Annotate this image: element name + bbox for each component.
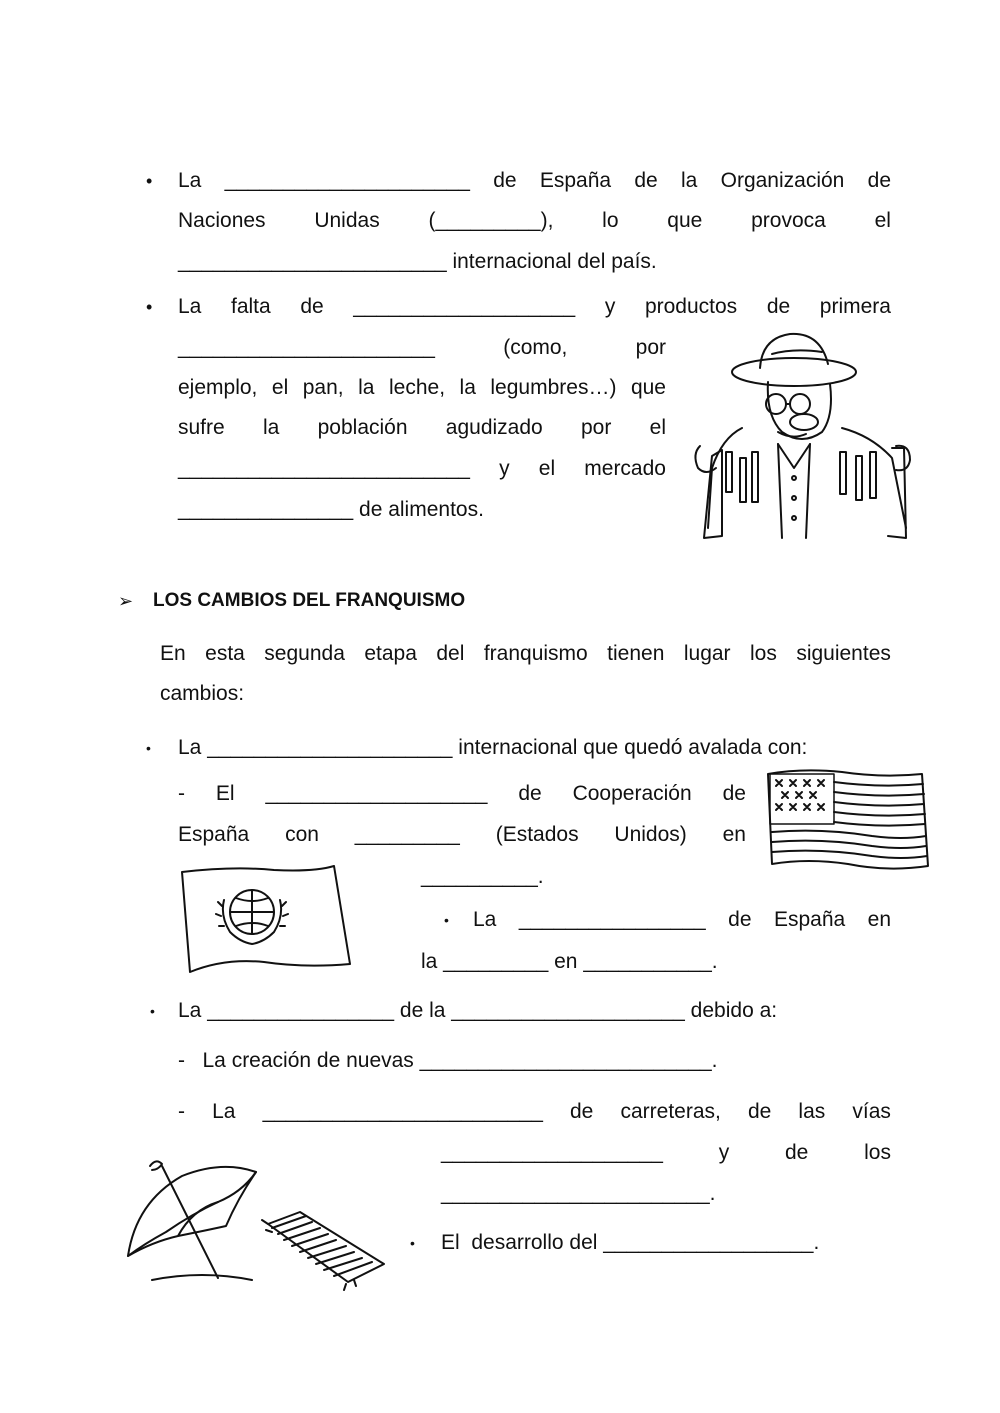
word: la	[459, 376, 476, 399]
blank-word: _________	[354, 823, 460, 846]
paragraph-line: - La creación de nuevas _________________________.	[178, 1049, 718, 1072]
word: población	[317, 416, 408, 439]
usa-flag-icon	[762, 766, 932, 878]
word: La	[178, 169, 202, 192]
word: la	[680, 169, 698, 192]
word: Cooperación	[572, 782, 692, 805]
word: productos	[644, 295, 738, 318]
word: sufre	[178, 416, 225, 439]
word: leche,	[388, 376, 446, 399]
word: del	[436, 642, 465, 665]
blank-word: (Estados	[495, 823, 579, 846]
word: Organización	[720, 169, 845, 192]
paragraph-line: El desarrollo del __________________.	[441, 1231, 820, 1254]
paragraph-line	[178, 375, 666, 401]
word: franquismo	[483, 642, 588, 665]
word: mercado	[584, 457, 666, 480]
blank-word: ___________________	[353, 295, 576, 318]
word: en	[867, 908, 891, 931]
word: de	[784, 1141, 809, 1164]
word: de	[570, 1100, 594, 1123]
paragraph-line	[178, 781, 746, 807]
word: tienen	[607, 642, 665, 665]
paragraph-line	[178, 294, 891, 320]
blank-word: _____________________	[224, 169, 470, 192]
word: agudizado	[445, 416, 543, 439]
bullet: •	[146, 740, 151, 756]
word: La	[178, 295, 202, 318]
word: pan,	[302, 376, 344, 399]
word: primera	[819, 295, 891, 318]
paragraph-line	[178, 208, 891, 234]
bullet: •	[150, 1003, 155, 1019]
word: de	[867, 169, 891, 192]
word: el	[649, 416, 666, 439]
paragraph-line: __________.	[421, 865, 544, 888]
blank-word: ________________	[518, 908, 706, 931]
word: de	[766, 295, 791, 318]
word: La	[212, 1100, 236, 1123]
word: España	[178, 823, 250, 846]
word: Naciones	[178, 209, 266, 232]
paragraph-line	[178, 335, 666, 361]
word: siguientes	[796, 642, 891, 665]
word: legumbres…)	[490, 376, 617, 399]
paragraph-line: La _____________________ internacional que quedó avalada con:	[178, 736, 808, 759]
word: ejemplo,	[178, 376, 258, 399]
blank-word: ___________________	[441, 1141, 663, 1164]
bullet: •	[146, 171, 153, 191]
word: de	[493, 169, 517, 192]
word: por	[635, 336, 666, 359]
word: las	[798, 1100, 826, 1123]
paragraph-line: _______________________.	[441, 1182, 716, 1205]
paragraph-line	[178, 456, 666, 482]
paragraph-line: _______________ de alimentos.	[178, 498, 484, 521]
word: de	[747, 1100, 772, 1123]
word: por	[581, 416, 612, 439]
word: lugar	[683, 642, 731, 665]
word: de	[722, 782, 746, 805]
word: carreteras,	[620, 1100, 721, 1123]
word: España	[773, 908, 846, 931]
word: los	[864, 1141, 891, 1164]
word: y	[499, 457, 510, 480]
paragraph-line	[441, 1140, 891, 1166]
word: de	[518, 782, 542, 805]
word: -	[178, 1100, 185, 1123]
beach-picture	[122, 1152, 386, 1292]
blank-word: (_________),	[428, 209, 554, 232]
word: el	[271, 376, 289, 399]
word: lo	[602, 209, 619, 232]
paragraph-line: la _________ en ___________.	[421, 950, 718, 973]
word: en	[722, 823, 746, 846]
usa-flag-picture	[762, 766, 932, 878]
bullet: •	[444, 912, 449, 928]
word: provoca	[751, 209, 826, 232]
paragraph-line	[178, 415, 666, 441]
man-icon	[682, 328, 914, 548]
blank-word: ___________________	[265, 782, 488, 805]
word: La	[473, 908, 497, 931]
word: España	[539, 169, 612, 192]
bullet: •	[146, 297, 153, 317]
paragraph-line	[178, 168, 891, 194]
word: la	[358, 376, 375, 399]
black-market-seller-picture	[682, 328, 914, 548]
word: el	[874, 209, 891, 232]
word: de	[300, 295, 324, 318]
beach-umbrella-icon	[122, 1152, 386, 1292]
word: vías	[852, 1100, 891, 1123]
word: que	[630, 376, 666, 399]
un-flag-picture	[174, 858, 358, 982]
word: y	[718, 1141, 730, 1164]
arrow-bullet-icon: ➢	[118, 591, 134, 611]
paragraph-line	[160, 641, 891, 667]
word: etapa	[364, 642, 417, 665]
un-flag-icon	[174, 858, 358, 982]
word: Unidos)	[614, 823, 687, 846]
word: Unidas	[314, 209, 380, 232]
bullet: •	[410, 1235, 415, 1251]
word: con	[285, 823, 319, 846]
word: los	[750, 642, 777, 665]
blank-word: ________________________	[262, 1100, 543, 1123]
word: el	[538, 457, 556, 480]
word: El	[215, 782, 235, 805]
word: falta	[230, 295, 271, 318]
section-heading: LOS CAMBIOS DEL FRANQUISMO	[153, 590, 466, 611]
paragraph-line	[178, 822, 746, 848]
word: y	[604, 295, 616, 318]
blank-word: ______________________	[178, 336, 435, 359]
paragraph-line: cambios:	[160, 682, 245, 705]
paragraph-line	[178, 1099, 891, 1125]
blank-word: (como,	[503, 336, 568, 359]
word: la	[262, 416, 280, 439]
paragraph-line: La ________________ de la ____________________ debido a:	[178, 999, 778, 1022]
paragraph-line	[473, 907, 891, 933]
word: esta	[205, 642, 245, 665]
word: de	[728, 908, 752, 931]
word: de	[634, 169, 658, 192]
word: En	[160, 642, 186, 665]
paragraph-line: _______________________ internacional del país.	[178, 250, 657, 273]
word: segunda	[264, 642, 345, 665]
blank-word: _________________________	[178, 457, 470, 480]
word: que	[667, 209, 703, 232]
word: -	[178, 782, 185, 805]
